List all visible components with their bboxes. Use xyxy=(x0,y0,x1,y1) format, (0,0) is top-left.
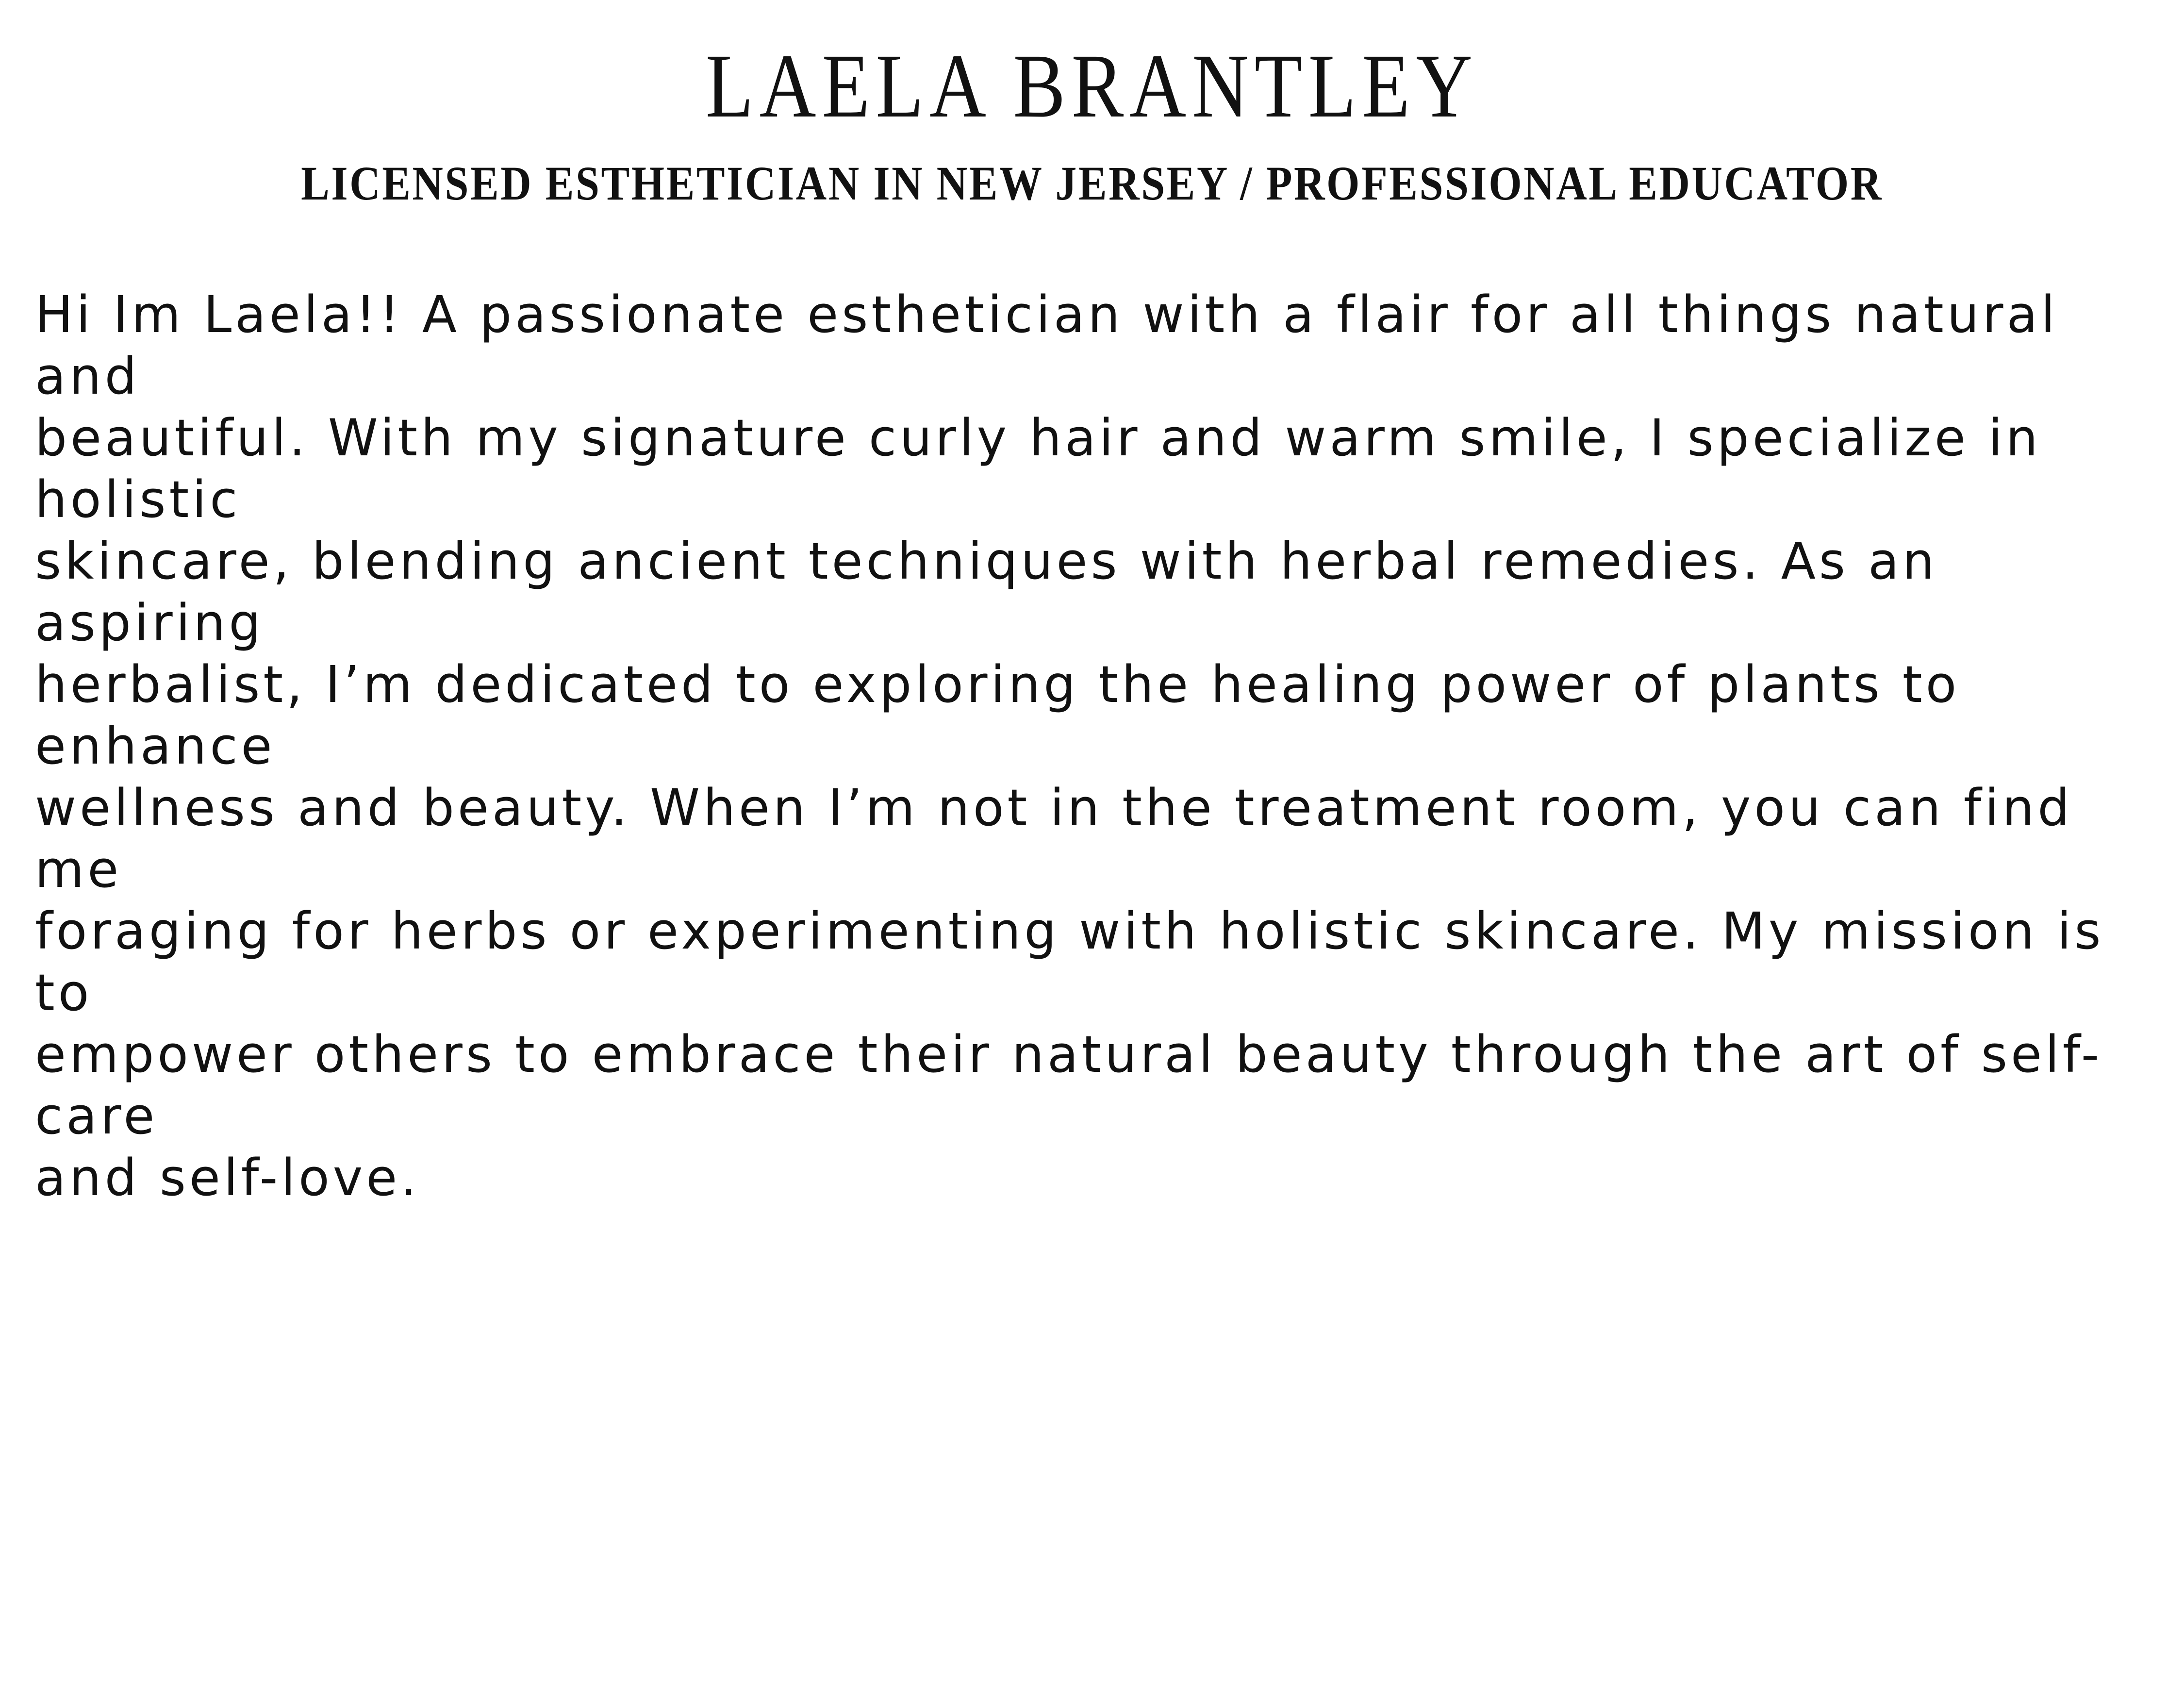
person-name: LAELA BRANTLEY xyxy=(705,35,1479,136)
bio-paragraph: Hi Im Laela!! A passionate esthetician with a flair for all things natural and beautiful. With my signature curly hair and warm smile, I specialize in holistic skincare, blending ancient techniques with herbal remedies. As an aspiring herbalist, I’m dedicated to exploring the healing power of plants to enhance wellness and beauty. When I’m not in the treatment room, you can find me foraging for herbs or experimenting with holistic skincare. My mission is to empower others to embrace their natural beauty through the art of self-care and self-love. xyxy=(35,285,2104,1207)
professional-title: LICENSED ESTHETICIAN IN NEW JERSEY / PROFESSIONAL EDUCATOR xyxy=(301,156,1883,210)
